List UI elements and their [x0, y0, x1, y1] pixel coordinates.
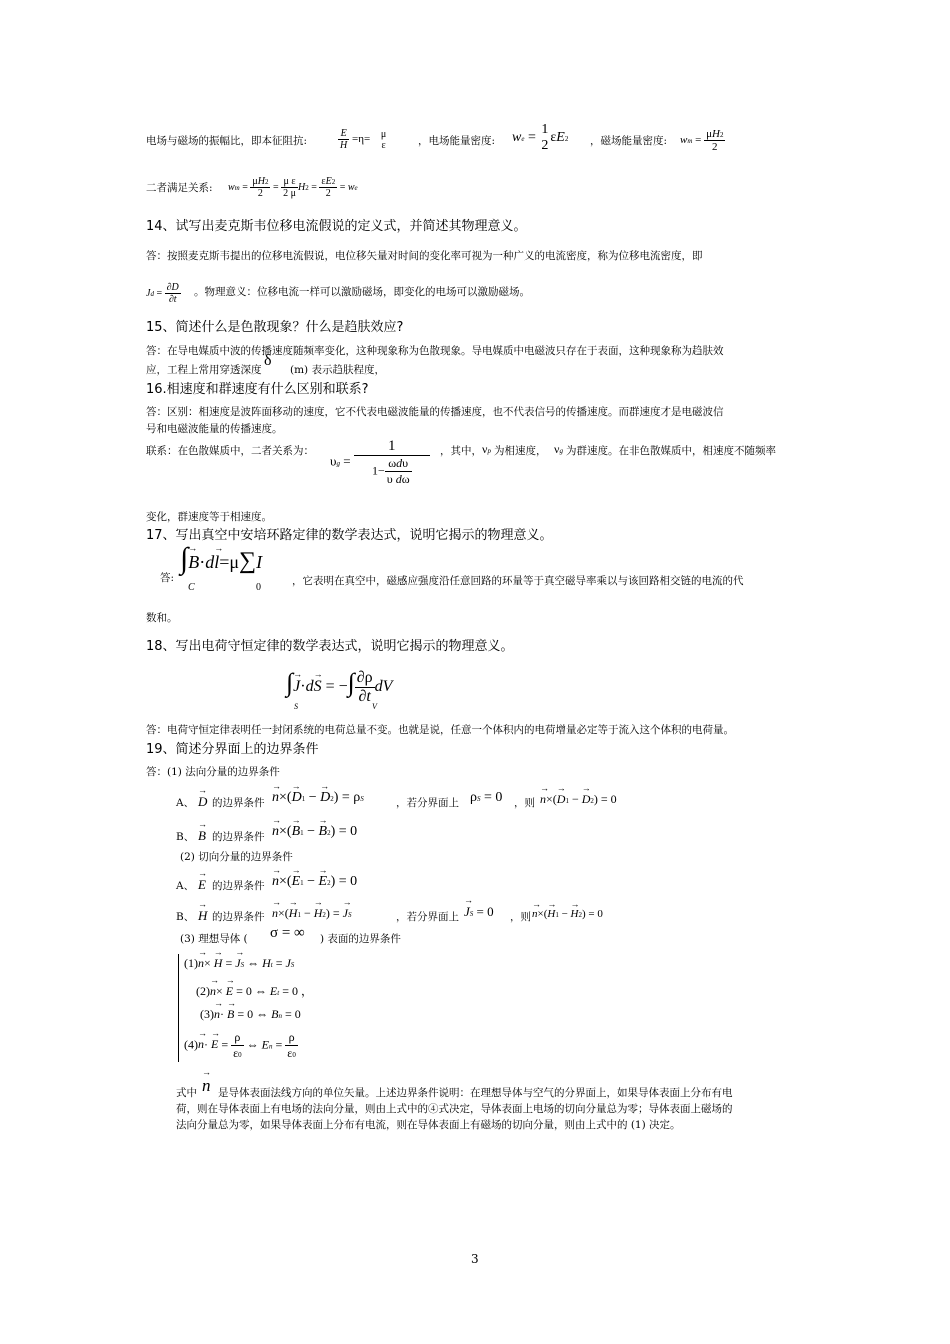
d-normal-boundary-formula: → n×(→ D1 − → D2) = ρS — [272, 790, 364, 806]
q19-title: 19、简述分界面上的边界条件 — [146, 742, 319, 757]
q19-row-d-text2: ，若分界面上 — [396, 911, 459, 923]
relation-formula: wm = $\frac{\mu H2}{2}$ = $\frac{\text{μ ε}}{2 \mu}$ H2 = $\frac{\varepsilon E2}{2}$ = we — [228, 176, 358, 199]
q19-row-d-label: B、 — [176, 911, 195, 923]
q19-row-c-label: A、 — [176, 880, 195, 892]
pec-equation-4: (4)→ n· → E = $\frac{\rho}{\varepsilon 0}$ ⇔ En = $\frac{\rho}{\varepsilon 0}$ — [184, 1030, 298, 1061]
group-velocity-formula: υg = 1 1− $\frac{\text{ωdυ}}{\text{υ dω}}$ — [330, 438, 430, 487]
q19-explain-line1: 是导体表面法线方向的单位矢量。上述边界条件说明：在理想导体与空气的分界面上，如果导体表面上分布有电 — [218, 1087, 733, 1099]
q19-section3a: (3) 理想导体 ( — [180, 933, 248, 945]
magnetic-energy-text: ，磁场能量密度: — [590, 135, 668, 147]
charge-conservation-formula: ∫→ J·d→ S = −∫ $\frac{\partial\rho}{\partial t}$ dV S V — [286, 668, 392, 706]
pec-equation-1: (1)→ n× → H = → JS ⇔ Ht = JS — [184, 956, 294, 971]
b-normal-boundary-formula: → n×(→ B1 − → B2) = 0 — [272, 824, 357, 840]
h-tangent-zero-formula: → n×(→ H1 − → H2) = 0 — [532, 908, 603, 920]
d-normal-zero-formula: → n×(→ D1 − → D2) = 0 — [540, 792, 617, 807]
e-vector-symbol: → E — [198, 877, 206, 893]
normal-vector-symbol: → n — [202, 1076, 211, 1096]
group-velocity-symbol: νg — [554, 442, 563, 456]
surface-charge-zero: ρS = 0 — [470, 790, 503, 805]
page-number: 3 — [471, 1252, 479, 1266]
q18-title: 18、写出电荷守恒定律的数学表达式，说明它揭示的物理意义。 — [146, 639, 514, 654]
magnetic-energy-formula: wm = $\frac{\mu H2}{2}$ — [680, 128, 724, 153]
q19-row-a-text2: ，若分界面上 — [396, 797, 459, 809]
q19-section2: (2) 切向分量的边界条件 — [180, 851, 293, 863]
q19-row-a-label: A、 — [176, 797, 195, 809]
ampere-law-formula: ∫→ B·d→ l=μ∑I C 0 — [180, 542, 262, 576]
q19-row-d-text3: ，则 — [510, 911, 531, 923]
q16-group-label: 为群速度。在非色散媒质中，相速度不随频率 — [566, 445, 776, 457]
q16-relation-text: 联系：在色散媒质中，二者关系为： — [146, 445, 314, 457]
skin-depth-symbol: δ — [264, 352, 272, 369]
q15-title: 15、简述什么是色散现象？什么是趋肤效应? — [146, 320, 404, 335]
electric-energy-text: ，电场能量密度: — [418, 135, 496, 147]
surface-current-zero: → JS = 0 — [464, 904, 494, 920]
phase-velocity-symbol: νp — [482, 442, 491, 456]
q14-title: 14、试写出麦克斯韦位移电流假说的定义式，并简述其物理意义。 — [146, 219, 527, 234]
q19-row-a-text3: ，则 — [514, 797, 535, 809]
q19-row-b-label: B、 — [176, 831, 195, 843]
q19-explain-line2: 荷，则在导体表面上有电场的法向分量，则由上式中的④式决定，导体表面上电场的切向分量总为零；导体表面上磁场的 — [176, 1103, 733, 1115]
q15-answer-line2: 应，工程上常用穿透深度 — [146, 364, 262, 376]
q16-answer-line3: 变化，群速度等于相速度。 — [146, 511, 272, 523]
q15-answer-line3: (m) 表示趋肤程度， — [290, 364, 385, 376]
q18-answer: 答：电荷守恒定律表明任一封闭系统的电荷总量不变。也就是说，任意一个体积内的电荷增量必定等于流入这个体积的电荷量。 — [146, 724, 734, 736]
pec-equation-2: (2)→ n× → E = 0 ⇔ Et = 0 ， — [196, 982, 313, 999]
q19-explain-line3: 法向分量总为零，如果导体表面上分布有电流，则在导体表面上有磁场的切向分量，则由上式中的 (1) 决定。 — [176, 1119, 681, 1131]
q16-phase-label: 为相速度， — [494, 445, 547, 457]
q19-row-a-text: 的边界条件 — [212, 797, 265, 809]
d-vector-symbol: → D — [198, 794, 207, 810]
relation-text: 二者满足关系: — [146, 182, 213, 194]
q17-answer-prefix: 答: — [160, 572, 175, 584]
q19-row-d-text: 的边界条件 — [212, 911, 265, 923]
q16-title: 16.相速度和群速度有什么区别和联系? — [146, 382, 369, 397]
h-tangent-boundary-formula: → n×(→ H1 − → H2) = → JS — [272, 906, 351, 921]
q19-section1: 答：(1) 法向分量的边界条件 — [146, 766, 280, 778]
q19-row-c-text: 的边界条件 — [212, 880, 265, 892]
e-tangent-boundary-formula: → n×(→ E1 − → E2) = 0 — [272, 874, 357, 890]
electric-energy-formula: we = 1 2 εE2 — [512, 122, 569, 153]
q19-explain-prefix: 式中 — [176, 1087, 197, 1099]
q19-row-b-text: 的边界条件 — [212, 831, 265, 843]
q17-title: 17、写出真空中安培环路定律的数学表达式，说明它揭示的物理意义。 — [146, 528, 553, 543]
infinite-conductivity-symbol: σ = ∞ — [270, 925, 305, 941]
pec-equation-3: (3)→ n· → B = 0 ⇔ Bn = 0 — [200, 1007, 301, 1022]
h-vector-symbol: → H — [198, 908, 207, 924]
equation-brace — [178, 954, 179, 1062]
impedance-formula: $\frac{E}{H}$ =η= μ ε — [340, 128, 387, 151]
q19-section3b: ) 表面的边界条件 — [320, 933, 401, 945]
q15-answer-line1: 答：在导电媒质中波的传播速度随频率变化，这种现象称为色散现象。导电媒质中电磁波只存在于表面，这种现象称为趋肤效 — [146, 345, 724, 357]
q17-answer-line2: 数和。 — [146, 612, 178, 624]
displacement-current-formula: Jd = $\frac{\partial D}{\partial t}$ — [146, 282, 179, 305]
q17-answer-line1: ，它表明在真空中，磁感应强度沿任意回路的环量等于真空磁导率乘以与该回路相交链的电流的代 — [292, 575, 744, 587]
q16-answer-line2: 号和电磁波能量的传播速度。 — [146, 423, 283, 435]
q16-where: ，其中， — [440, 445, 482, 457]
q14-answer-line1: 答：按照麦克斯韦提出的位移电流假说，电位移矢量对时间的变化率可视为一种广义的电流密度，称为位移电流密度，即 — [146, 250, 703, 262]
q14-answer-line2: 。物理意义：位移电流一样可以激励磁场，即变化的电场可以激励磁场。 — [194, 286, 530, 298]
q16-answer-line1: 答：区别：相速度是波阵面移动的速度，它不代表电磁波能量的传播速度，也不代表信号的传播速度。而群速度才是电磁波信 — [146, 406, 724, 418]
impedance-text: 电场与磁场的振幅比，即本征阻抗: — [146, 135, 308, 147]
b-vector-symbol: → B — [198, 828, 206, 844]
